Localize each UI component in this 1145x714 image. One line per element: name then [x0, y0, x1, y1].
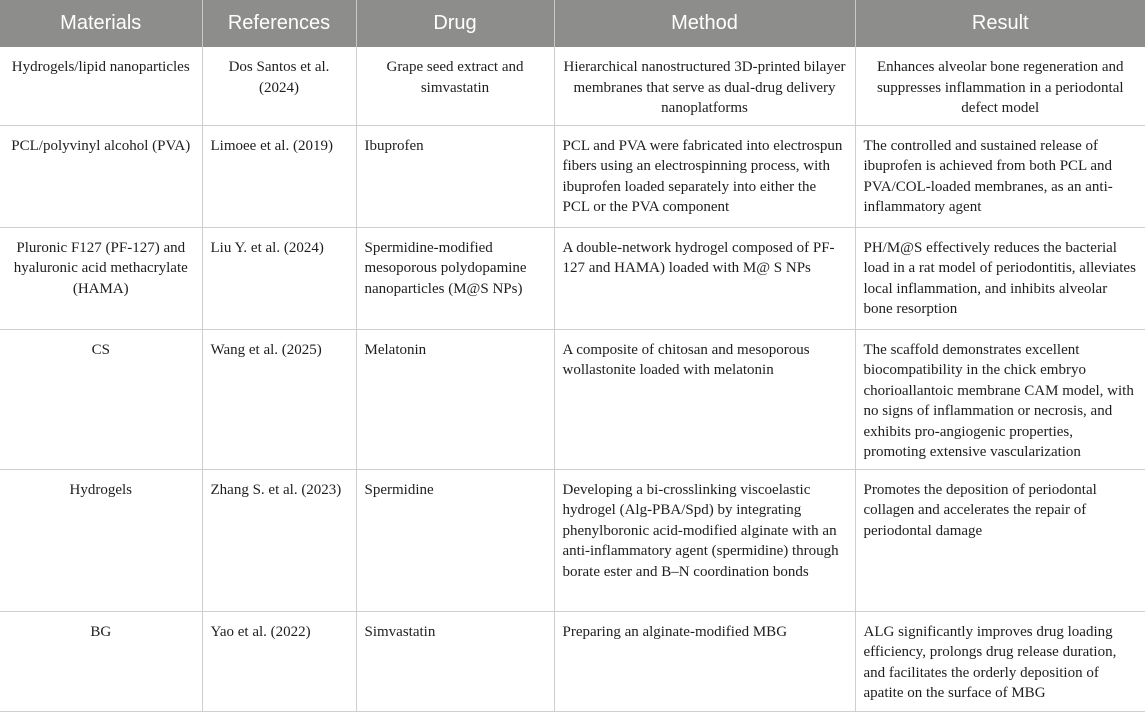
table-row — [0, 329, 1145, 469]
cell-method: A composite of chitosan and mesoporous wollastonite loaded with melatonin — [554, 329, 855, 469]
cell-method: PCL and PVA were fabricated into electrospun fibers using an electrospinning process, with ibuprofen loaded separately into either the PCL or the PVA component — [554, 125, 855, 227]
cell-result: ALG significantly improves drug loading efficiency, prolongs drug release duration, and facilitates the orderly deposition of apatite on the surface of MBG — [855, 611, 1145, 711]
cell-references: Limoee et al. (2019) — [202, 125, 356, 227]
header-materials: Materials — [0, 0, 202, 47]
cell-materials: Hydrogels/lipid nanoparticles — [0, 47, 202, 125]
header-row — [0, 0, 1145, 47]
cell-method: A double-network hydrogel composed of PF-127 and HAMA) loaded with M@ S NPs — [554, 227, 855, 329]
table-row — [0, 227, 1145, 329]
cell-drug: Simvastatin — [356, 611, 554, 711]
cell-materials: PCL/polyvinyl alcohol (PVA) — [0, 125, 202, 227]
cell-method: Preparing an alginate-modified MBG — [554, 611, 855, 711]
cell-references: Zhang S. et al. (2023) — [202, 469, 356, 611]
cell-result: PH/M@S effectively reduces the bacterial load in a rat model of periodontitis, alleviates local inflammation, and inhibits alveolar bone resorption — [855, 227, 1145, 329]
cell-drug: Grape seed extract and simvastatin — [356, 47, 554, 125]
cell-materials: BG — [0, 611, 202, 711]
header-drug: Drug — [356, 0, 554, 47]
header-references: References — [202, 0, 356, 47]
cell-references: Liu Y. et al. (2024) — [202, 227, 356, 329]
table-row — [0, 47, 1145, 125]
table-row — [0, 125, 1145, 227]
cell-method: Hierarchical nanostructured 3D-printed bilayer membranes that serve as dual-drug delivery nanoplatforms — [554, 47, 855, 125]
cell-materials: Pluronic F127 (PF-127) and hyaluronic acid methacrylate (HAMA) — [0, 227, 202, 329]
cell-drug: Ibuprofen — [356, 125, 554, 227]
cell-references: Dos Santos et al. (2024) — [202, 47, 356, 125]
table-header — [0, 0, 1145, 47]
cell-references: Yao et al. (2022) — [202, 611, 356, 711]
cell-materials: CS — [0, 329, 202, 469]
cell-materials: Hydrogels — [0, 469, 202, 611]
table-row — [0, 469, 1145, 611]
cell-result: The scaffold demonstrates excellent biocompatibility in the chick embryo chorioallantoic membrane CAM model, with no signs of inflammation or necrosis, and exhibits pro-angiogenic properties, promoting extensive vascularization — [855, 329, 1145, 469]
cell-drug: Melatonin — [356, 329, 554, 469]
cell-result: Promotes the deposition of periodontal collagen and accelerates the repair of periodontal damage — [855, 469, 1145, 611]
header-result: Result — [855, 0, 1145, 47]
cell-result: The controlled and sustained release of ibuprofen is achieved from both PCL and PVA/COL-loaded membranes, as an anti-inflammatory agent — [855, 125, 1145, 227]
cell-drug: Spermidine-modified mesoporous polydopamine nanoparticles (M@S NPs) — [356, 227, 554, 329]
cell-references: Wang et al. (2025) — [202, 329, 356, 469]
table-row — [0, 611, 1145, 711]
cell-result: Enhances alveolar bone regeneration and suppresses inflammation in a periodontal defect model — [855, 47, 1145, 125]
cell-method: Developing a bi-crosslinking viscoelastic hydrogel (Alg-PBA/Spd) by integrating phenylboronic acid-modified alginate with an anti-inflammatory agent (spermidine) through borate ester and B–N coordination bonds — [554, 469, 855, 611]
header-method: Method — [554, 0, 855, 47]
table-body — [0, 47, 1145, 711]
cell-drug: Spermidine — [356, 469, 554, 611]
